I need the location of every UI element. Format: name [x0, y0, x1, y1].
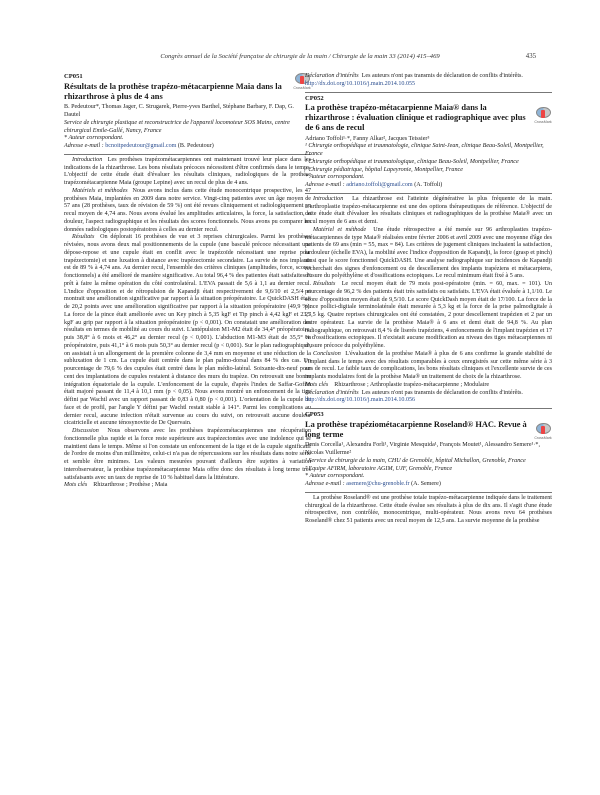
- author-email-link[interactable]: adriano.toffoli@gmail.com: [346, 182, 413, 189]
- email-line: Adresse e-mail : asemere@chu-grenoble.fr (A. Semere): [305, 481, 441, 488]
- divider: [64, 154, 311, 155]
- abstract-title: Résultats de la prothèse trapézo-métacarpienne Maia dans la rhizarthrose à plus de 4 ans: [64, 81, 282, 101]
- affiliation: ² Chirurgie orthopédique et traumatologique, clinique Beau-Soleil, Montpellier, France: [305, 158, 519, 165]
- doi-link[interactable]: http://dx.doi.org/10.1016/j.main.2014.10.056: [305, 397, 416, 404]
- section-results: Résultats Le recul moyen était de 79 mois post-opératoire (min. = 60, max. = 101). Un pourcentage de 96,2 % des patients était très satisfaits ou satisfaits. L'EVA était évaluée à 1,1/10. Le score d'opposition moyen était de 9,5/10. Le score QuickDash moyen était de 17/100. La force de la pince pollici-digitale terminolatérale était mesurée à 5,3 kg et la force de la prise palmodigitale à 25,5 kg. Quatre reprises chirurgicales ont été constatées, 2 pour descellement trapézien et 2 par un autre opérateur. La survie de la prothèse Maia® à 6 ans et demi était de 94,8 %. Au plan radiographique, on retrouvait 8,4 % de liserés trapéziens, 4 enfoncements de l'implant trapézien et 17 % d'ossifications ectopiques. Il n'existait aucune modification au niveau des tiges métacarpiennes ni d'usure précoce du polyéthylène.: [305, 281, 552, 350]
- section-methods: Matériels et méthodes Nous avons inclus dans cette étude monocentrique prospective, les 47 prothèses Maia, implantées en 2009 dans notre service. Vingt-cinq patientes avec un âge moyen de 57 ans (28 prothèses, taux de révision de 59 %) ont été revues cliniquement et radiologiquement au recul moyen de 4,74 ans. Nous avons évalué les amplitudes articulaires, la force, la satisfaction, la douleur, l'aspect radiographique et les résultats des scores fonctionnels. Nous avons pu comparer les données radiologiques postopératoires à celles au dernier recul.: [64, 187, 311, 233]
- author-email-link[interactable]: bcnoitpedeutour@gmail.com: [105, 143, 177, 150]
- section-methods: Matériel et méthode Une étude rétrospective a été menée sur 96 arthroplasties trapézo-métacarpiennes de type Maia® réalisées entre février 2006 et avril 2009 avec une moyenne d'âge des patients de 69 ans (min = 55, max = 84). Les critères de jugement cliniques incluaient la satisfaction, la douleur (échelle EVA), la mobilité avec l'indice d'opposition de Kapandji, la force (grasp et pinch) ainsi que le score fonctionnel QuickDASH. Une analyse radiographique sur incidences de Kapandji recherchait des signes d'enfoncement ou de descellement des implants trapéziens et métacarpiens, d'usure du polyéthylène et d'ossifications ectopiques. Le recul minimum était fixé à 5 ans.: [305, 226, 552, 280]
- author-list: B. Pedeutour*, Thomas Jager, C. Strugarek, Pierre-yves Barthel, Stéphane Barbary, F. Dap, G. Dautel: [64, 104, 294, 119]
- affiliation: ¹ Service de chirurgie de la main, CHU de Grenoble, hôpital Michallon, Grenoble, France: [305, 457, 526, 464]
- author-email-link[interactable]: asemere@chu-grenoble.fr: [346, 481, 410, 488]
- declaration-cp052: Déclaration d'intérêts Les auteurs n'ont pas transmis de déclaration de conflits d'intérêts.: [305, 389, 523, 396]
- abstract-code: CP053: [305, 411, 324, 419]
- page-number: 435: [525, 53, 536, 60]
- author-list: Adriano Toffoli¹·*, Fanny Alkar², Jacques Teissier³: [305, 135, 430, 142]
- abstract-title: La prothèse trapézo-métacarpienne Maia® dans la rhizarthrose : évaluation clinique et radiographique avec plus de 6 ans de recul: [305, 103, 526, 132]
- divider: [305, 92, 552, 93]
- section-introduction: Introduction La rhizarthrose est l'atteinte dégénérative la plus fréquente de la main. L'arthroplastie trapézo-métacarpienne est une des options thérapeutiques de référence. L'objectif de cette étude était d'évaluer les résultats cliniques et radiographiques de la prothèse Maia® avec un recul moyen de 6 ans et demi.: [305, 195, 553, 226]
- affiliation: Service de chirurgie plastique et reconstructrice de l'appareil locomoteur SOS Mains, centre chirurgical Emile-Gallé, Nancy, France: [64, 119, 290, 134]
- abstract-cp052: [305, 95, 552, 406]
- right-column: [305, 73, 552, 526]
- section-conclusion: Conclusion L'évaluation de la prothèse Maia® à plus de 6 ans confirme la grande stabilité de l'implant dans le temps avec des résultats comparables à ceux enregistrés sur cette même série à 3 ans de recul. Le faible taux de complications, les bons résultats cliniques et l'excellente survie de ces implants modulaires font de la prothèse Maia® un traitement de choix de la rhizarthrose.: [305, 350, 553, 381]
- crossmark-icon[interactable]: CrossMark: [534, 107, 552, 127]
- email-line: Adresse e-mail : adriano.toffoli@gmail.com (A. Toffoli): [305, 182, 443, 189]
- abstract-body: La prothèse Roseland® est une prothèse totale trapézo-métacarpienne indiquée dans le traitement chirurgical de la rhizarthrose. Cette étude évalue ses résultats à plus de dix ans. Il s'agit d'une étude rétrospective, non contrôlée, monocentrique, multi-opérateur. Nous avons revu 64 prothèses Roseland® chez 51 patients avec un recul moyen de 12,5 ans. La survie moyenne de la prothèse: [305, 494, 552, 525]
- affiliation: ¹ Chirurgie orthopédique et traumatologie, clinique Saint-Jean, clinique Beau-Soleil, Montpellier, France: [305, 143, 544, 158]
- doi-link[interactable]: http://dx.doi.org/10.1016/j.main.2014.10.055: [305, 80, 416, 87]
- section-results: Résultats On déplorait 16 prothèses de vue et 3 reprises chirurgicales. Parmi les prothèses révisées, nous avons deux mal positionnements de la cupule (une basculé précoce nécessitant une dépose-repose et une cupule était en conflit avec le trapézoïde nécessitant une reprise pour trapézectomie) et une luxation à distance avec trapézectomie secondaire. La survie de nos implants est de 89 % à 4,74 ans. Au dernier recul, l'ensemble des critères cliniques (amplitudes, force, scores fonctionnels) a été amélioré de manière significative. Au total 96,4 % des patientes était satisfaites et prêt à faire la même opération du côté controlatéral. L'EVA passait de 5,6 à 1,1 au dernier recul. L'indice d'opposition et de rétropulsion de Kapandji était respectivement de 9,6/10 et 2,5/4 et montrait une amélioration significative par rapport à la situation préopératoire. Le QuickDASH était de 20,2 points avec une amélioration significative par rapport à la situation préopératoire (49,9 %). La force de la pince était améliorée avec un Key pinch à 5,35 kgF et Tip pinch à 4,42 kgF et 23,7 kgF au grip par rapport à la situation préopératoire (p < 0,001). On constatait une amélioration des résultats en termes de mobilité au cours du suivi. L'antépulsion M1-M2 était de 34,4° préopératoire, puis 38,8° à 6 mois et 46,2° au dernier recul (p < 0,001). L'abduction M1-M3 était de 35,5° en préopératoire, puis 41,1° à 6 mois puis 50,3° au dernier recul (p < 0,001). Sur le plan radiographique, on assistait à un allongement de la première colonne de 3,4 mm en moyenne et une réduction de la subluxation de 1 cm. La cupule était centrée dans le plan palmo-dorsal dans 84 % des cas. Un pourcentage de 79,6 % des cupules était centré dans le plan médio-latéral. Soixante-dix-neuf pour cent des implantations de cupules restaient à distance des murs du trapèze. On retrouvait une bonne intégration équatoriale de la cupule. L'enfoncement de la cupule, d'après l'index de Saffar-Goffin était majoré passant de 11,4 à 10,1 mm (p < 0,05). Nous avons montré un enfoncement de la tige défini par Wachtl avec un rapport passant de 0,83 à 0,80 (p < 0,001). L'orientation de la cupule de face et de profil, par l'angle Y défini par Wachtl restait stable à 141°. Parmi les complications au dernier recul, aucune infection n'était survenue au cours du suivi, on retrouvait aucune douleur cicatricielle et aucune ténosynovite de De Quervain.: [64, 234, 312, 427]
- affiliation: ² Equipe AFIRM, laboratoire AGIM, UJF, Grenoble, France: [305, 465, 453, 472]
- section-introduction: Introduction Les prothèses trapézométacarpiennes ont maintenant trouvé leur place dans les indications de la rhizarthrose. Les bons résultats précoces nécessitent d'être confirmés dans le temps. L'objectif de cette étude était d'évaluer les résultats cliniques, radiologiques de la prothèse trapézométacarpienne Maia (groupe Lepine) avec un recul de plus de 4 ans.: [64, 156, 311, 187]
- affiliation: ³ Chirurgie pédiatrique, hôpital Lapeyronie, Montpellier, France: [305, 166, 463, 173]
- section-keywords: Mots clés Rhizarthrose ; Arthroplastie trapézo-métacarpienne ; Modulaire: [305, 381, 490, 388]
- corresponding-note: * Auteur correspondant.: [305, 473, 365, 480]
- divider: [305, 193, 552, 194]
- author-list: Denis Corcella¹, Alexandra Forli¹, Virginie Mesquida¹, François Moutet¹, Alessandro Semere¹·*, Nicolas Vuillerme²: [305, 442, 540, 457]
- section-keywords: Mots clés Rhizarthrose ; Prothèse ; Maia: [64, 482, 168, 489]
- abstract-cp053: [305, 411, 552, 526]
- running-header: Congrès annuel de la Société française de chirurgie de la main / Chirurgie de la main 33 (2014) 415–469: [160, 53, 440, 60]
- declaration-cp051: Déclaration d'intérêts Les auteurs n'ont pas transmis de déclaration de conflits d'intérêts.: [305, 73, 523, 79]
- abstract-cp051: [64, 73, 311, 490]
- divider: [305, 492, 552, 493]
- crossmark-icon[interactable]: CrossMark: [534, 423, 552, 443]
- corresponding-note: * Auteur correspondant.: [64, 135, 124, 142]
- email-line: Adresse e-mail : bcnoitpedeutour@gmail.com (B. Pedeutour): [64, 143, 214, 150]
- crossmark-icon[interactable]: CrossMark: [293, 73, 311, 93]
- abstract-code: CP051: [64, 73, 83, 80]
- left-column: [64, 73, 311, 490]
- section-discussion: Discussion Nous observons avec les prothèses trapézométacarpiennes une récupération fonctionnelle plus rapide et la force reste supérieure aux trapézectomies avec une indolence qui se maintient dans le temps. Même si l'on constate un enfoncement de la tige et de la cupule significatif de l'ordre de moins d'un millimètre, celui-ci n'a pas de répercussions sur les résultats dans notre série et semble être minimes. Les valeurs mesurées pouvant d'ailleurs être sujettes à variation interobservateur, la prothèse trapézométacarpienne Maia offre donc des résultats à long terme très satisfaisants avec un taux de reprise de 10 % habituel dans la littérature.: [64, 428, 312, 481]
- abstract-code: CP052: [305, 94, 324, 102]
- divider: [305, 408, 552, 409]
- abstract-title: La prothèse trapéziométacarpienne Roseland® HAC. Revue à long terme: [305, 419, 527, 439]
- corresponding-note: * Auteur correspondant.: [305, 174, 365, 181]
